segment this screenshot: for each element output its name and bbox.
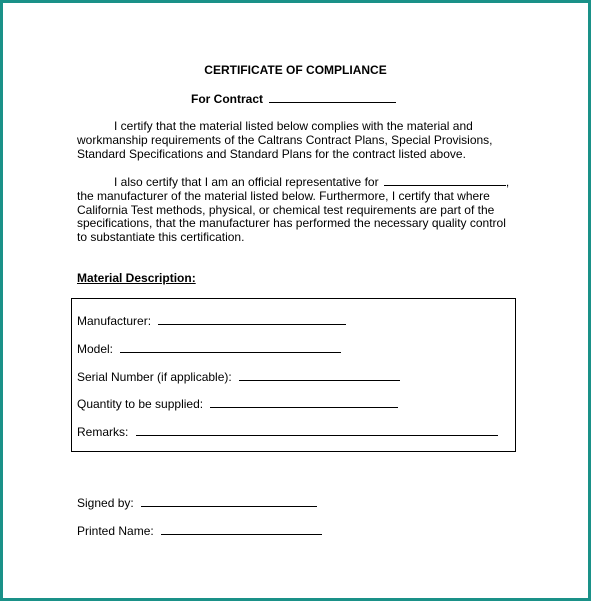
quantity-row	[77, 396, 398, 411]
paragraph-line: workmanship requirements of the Caltrans Contract Plans, Special Provisions,	[77, 132, 493, 147]
manufacturer-field[interactable]	[158, 313, 346, 325]
paragraph-line: specifications, that the manufacturer has performed the necessary quality control	[77, 216, 506, 231]
representative-company-field[interactable]	[384, 174, 506, 186]
printed-name-row	[77, 523, 322, 538]
contract-number-field[interactable]	[269, 91, 396, 103]
serial-number-field[interactable]	[239, 369, 400, 381]
paragraph-line	[77, 174, 517, 190]
signed-by-label: Signed by:	[77, 496, 134, 510]
quantity-field[interactable]	[210, 396, 398, 408]
paragraph-line: the manufacturer of the material listed below. Furthermore, I certify that where	[77, 188, 490, 203]
compliance-paragraph	[77, 120, 517, 161]
signed-by-row	[77, 495, 317, 510]
model-row	[77, 341, 341, 356]
remarks-field[interactable]	[136, 424, 498, 436]
signed-by-field[interactable]	[141, 495, 317, 507]
model-label: Model:	[77, 342, 114, 356]
material-description-heading: Material Description:	[77, 271, 196, 285]
contract-label: For Contract	[191, 92, 263, 106]
remarks-label: Remarks:	[77, 425, 129, 439]
paragraph-line: Standard Specifications and Standard Plans for the contract listed above.	[77, 146, 466, 161]
paragraph-line: to substantiate this certification.	[77, 230, 245, 245]
comma: ,	[505, 175, 510, 189]
printed-name-field[interactable]	[161, 523, 322, 535]
quantity-label: Quantity to be supplied:	[77, 397, 204, 411]
serial-number-label: Serial Number (if applicable):	[77, 370, 232, 384]
manufacturer-row	[77, 313, 346, 328]
representative-paragraph	[77, 174, 517, 245]
paragraph-line: I certify that the material listed below complies with the material and	[114, 119, 473, 133]
representative-text: I also certify that I am an official representative for	[114, 175, 379, 189]
remarks-row	[77, 424, 498, 439]
manufacturer-label: Manufacturer:	[77, 314, 152, 328]
model-field[interactable]	[120, 341, 341, 353]
printed-name-label: Printed Name:	[77, 524, 154, 538]
document-title: CERTIFICATE OF COMPLIANCE	[204, 63, 387, 77]
paragraph-line: California Test methods, physical, or chemical test requirements are part of the	[77, 202, 495, 217]
contract-line	[191, 91, 396, 106]
serial-number-row	[77, 369, 400, 384]
